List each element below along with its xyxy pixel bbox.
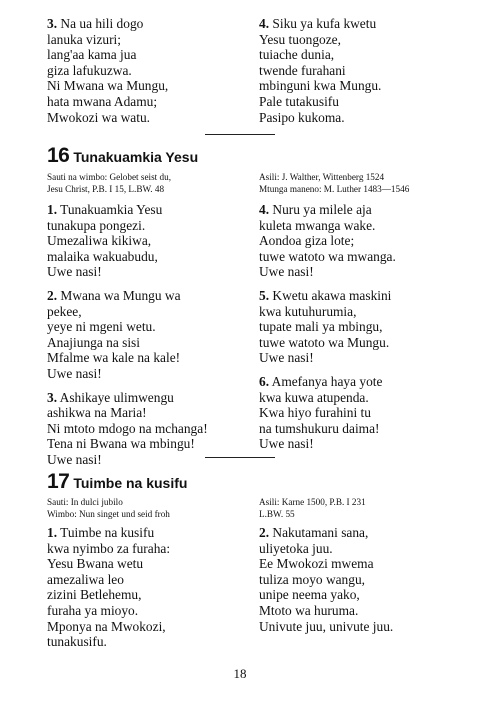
verse-line — [259, 264, 464, 280]
verse-text: tupate mali ya mbingu, — [259, 319, 383, 335]
page-number: 18 — [233, 666, 247, 681]
stanza — [47, 202, 252, 280]
verse-line — [47, 572, 252, 588]
verse-text: Na ua hili dogo — [60, 16, 144, 31]
verse-text: kwa kutuhurumia, — [259, 303, 357, 319]
verse-line — [259, 218, 464, 234]
verse-line — [47, 288, 252, 304]
stanza — [47, 16, 252, 125]
verse-line — [259, 572, 464, 588]
verse-text: tuliza moyo wangu, — [259, 571, 365, 587]
stanza-number: 1. — [47, 202, 58, 217]
verse-line — [259, 541, 464, 557]
verse-line — [47, 78, 252, 94]
verse-line — [259, 619, 464, 635]
stanza — [259, 202, 464, 280]
verse-line — [259, 78, 464, 94]
verse-line — [259, 304, 464, 320]
verse-text: malaika wakuabudu, — [47, 248, 158, 264]
stanza-number: 2. — [259, 525, 270, 540]
verse-text: amezaliwa leo — [47, 571, 124, 587]
verse-line — [47, 556, 252, 572]
verse-line — [47, 366, 252, 382]
verse-line — [47, 390, 252, 406]
hymn17-meta-left — [47, 497, 170, 520]
verse-line — [47, 319, 252, 335]
hymn17-heading — [47, 470, 187, 494]
verse-text: Ni mtoto mdogo na mchanga! — [47, 420, 208, 436]
verse-text: Yesu tuongoze, — [259, 31, 341, 47]
verse-text: Umezaliwa kikiwa, — [47, 233, 152, 249]
verse-text: Nakutamani sana, — [272, 525, 369, 540]
verse-line — [47, 233, 252, 249]
verse-text: Pale tutakusifu — [259, 93, 339, 109]
verse-text: Kwa hiyo furahini tu — [259, 405, 371, 421]
verse-text: lanuka vizuri; — [47, 31, 121, 47]
meta-line: Mtunga maneno: M. Luther 1483—1546 — [259, 183, 410, 194]
verse-line — [47, 63, 252, 79]
verse-text: tuwe watoto wa mwanga. — [259, 248, 396, 264]
hymn16-title: Tunakuamkia Yesu — [73, 149, 199, 165]
stanza-number: 2. — [47, 287, 58, 303]
stanza-number: 5. — [259, 287, 270, 303]
stanza — [47, 390, 252, 468]
verse-text: Uwe nasi! — [259, 264, 314, 280]
verse-line — [47, 587, 252, 603]
meta-line: Sauti na wimbo: Gelobet seist du, — [47, 172, 172, 182]
hymn17-left-column — [47, 525, 252, 658]
stanza — [47, 525, 252, 650]
verse-line — [259, 587, 464, 603]
verse-text: yeye ni mgeni wetu. — [47, 319, 156, 335]
stanza — [259, 288, 464, 366]
meta-line: Asili: J. Walther, Wittenberg 1524 — [259, 172, 385, 182]
verse-text: Univute juu, univute juu. — [259, 618, 394, 634]
verse-text: Amefanya haya yote — [271, 373, 383, 389]
verse-line — [47, 202, 252, 218]
verse-text: unipe neema yako, — [259, 587, 360, 603]
verse-text: tunakusifu. — [47, 634, 107, 650]
verse-line — [259, 47, 464, 63]
meta-line: Wimbo: Nun singet und seid froh — [47, 508, 170, 519]
verse-line — [47, 436, 252, 452]
verse-line — [47, 110, 252, 126]
verse-line — [47, 603, 252, 619]
verse-line — [47, 264, 252, 280]
stanza-number: 6. — [259, 373, 270, 389]
stanza-number: 1. — [47, 525, 58, 540]
meta-line: Sauti: In dulci jubilo — [47, 497, 123, 507]
verse-text: Aondoa giza lote; — [259, 233, 355, 249]
verse-text: Pasipo kukoma. — [259, 109, 345, 125]
verse-text: uliyetoka juu. — [259, 540, 333, 556]
verse-text: zizini Betlehemu, — [47, 587, 142, 603]
hymn16-right-column — [259, 202, 464, 460]
verse-line — [47, 525, 252, 541]
verse-text: Ee Mwokozi mwema — [259, 556, 374, 572]
verse-text: Uwe nasi! — [259, 436, 314, 452]
verse-line — [259, 94, 464, 110]
verse-line — [259, 249, 464, 265]
verse-line — [259, 350, 464, 366]
meta-line: L.BW. 55 — [259, 508, 295, 519]
verse-text: Uwe nasi! — [259, 350, 314, 366]
verse-line — [47, 16, 252, 32]
verse-text: Anajiunga na sisi — [47, 334, 140, 350]
verse-line — [47, 619, 252, 635]
verse-line — [259, 16, 464, 32]
hymn17-number: 17 — [47, 470, 70, 493]
verse-text: Kwetu akawa maskini — [272, 287, 392, 303]
section-divider — [205, 134, 275, 135]
verse-line — [259, 32, 464, 48]
verse-line — [259, 603, 464, 619]
verse-text: pekee, — [47, 303, 82, 319]
verse-text: Uwe nasi! — [47, 451, 102, 467]
verse-text: kwa nyimbo za furaha: — [47, 540, 171, 556]
verse-text: Tena ni Bwana wa mbingu! — [47, 436, 195, 452]
verse-text: Yesu Bwana wetu — [47, 556, 144, 572]
verse-line — [259, 110, 464, 126]
verse-line — [47, 249, 252, 265]
section-divider — [205, 457, 275, 458]
verse-text: twende furahani — [259, 62, 346, 78]
verse-text: Uwe nasi! — [47, 365, 102, 381]
hymn15-right-column — [259, 16, 464, 133]
verse-line — [47, 32, 252, 48]
hymn16-left-column — [47, 202, 252, 476]
verse-text: kwa kuwa atupenda. — [259, 389, 369, 405]
verse-text: kuleta mwanga wake. — [259, 217, 376, 233]
verse-line — [259, 202, 464, 218]
verse-text: tunakupa pongezi. — [47, 217, 146, 233]
verse-line — [259, 405, 464, 421]
verse-line — [47, 405, 252, 421]
verse-line — [47, 421, 252, 437]
verse-text: Nuru ya milele aja — [272, 202, 372, 217]
verse-line — [47, 47, 252, 63]
verse-text: Siku ya kufa kwetu — [272, 16, 377, 31]
verse-line — [47, 350, 252, 366]
verse-line — [259, 556, 464, 572]
verse-text: tuwe watoto wa Mungu. — [259, 334, 390, 350]
verse-text: Ni Mwana wa Mungu, — [47, 78, 169, 94]
verse-text: Mtoto wa huruma. — [259, 602, 359, 618]
verse-text: Mwokozi wa watu. — [47, 109, 151, 125]
verse-text: ashikwa na Maria! — [47, 405, 147, 421]
verse-line — [47, 94, 252, 110]
verse-line — [47, 541, 252, 557]
verse-line — [47, 335, 252, 351]
stanza — [259, 16, 464, 125]
verse-line — [259, 335, 464, 351]
verse-text: na tumshukuru daima! — [259, 420, 380, 436]
verse-line — [259, 63, 464, 79]
hymn17-right-column — [259, 525, 464, 642]
verse-line — [47, 218, 252, 234]
stanza-number: 4. — [259, 202, 270, 217]
hymn17-title: Tuimbe na kusifu — [73, 475, 188, 491]
hymn16-meta-left — [47, 172, 171, 195]
hymn16-meta-right — [259, 172, 409, 195]
verse-line — [259, 436, 464, 452]
verse-line — [259, 390, 464, 406]
meta-line: Jesu Christ, P.B. I 15, L.BW. 48 — [47, 183, 165, 194]
verse-text: mbinguni kwa Mungu. — [259, 78, 382, 94]
verse-text: hata mwana Adamu; — [47, 93, 158, 109]
verse-text: Uwe nasi! — [47, 264, 102, 280]
stanza — [259, 525, 464, 634]
verse-line — [47, 304, 252, 320]
stanza-number: 4. — [259, 16, 270, 31]
stanza — [47, 288, 252, 382]
verse-line — [259, 525, 464, 541]
hymn16-number: 16 — [47, 144, 70, 167]
verse-line — [259, 319, 464, 335]
stanza-number: 3. — [47, 16, 58, 31]
verse-line — [259, 421, 464, 437]
stanza — [259, 374, 464, 452]
hymn17-meta-right — [259, 497, 366, 520]
verse-line — [47, 452, 252, 468]
verse-text: tuiache dunia, — [259, 47, 335, 63]
verse-text: Mwana wa Mungu wa — [60, 287, 181, 303]
verse-text: Tuimbe na kusifu — [60, 525, 155, 540]
meta-line: Asili: Karne 1500, P.B. I 231 — [259, 497, 366, 507]
hymn15-left-column — [47, 16, 252, 133]
hymn16-heading — [47, 144, 198, 168]
verse-text: Mponya na Mwokozi, — [47, 618, 166, 634]
verse-text: Tunakuamkia Yesu — [60, 202, 163, 217]
verse-text: Ashikaye ulimwengu — [59, 389, 174, 405]
verse-text: lang'aa kama jua — [47, 47, 137, 63]
verse-text: giza lafukuzwa. — [47, 62, 132, 78]
verse-text: Mfalme wa kale na kale! — [47, 350, 181, 366]
stanza-number: 3. — [47, 389, 58, 405]
verse-line — [259, 288, 464, 304]
verse-line — [47, 634, 252, 650]
verse-text: furaha ya mioyo. — [47, 602, 139, 618]
verse-line — [259, 233, 464, 249]
verse-line — [259, 374, 464, 390]
